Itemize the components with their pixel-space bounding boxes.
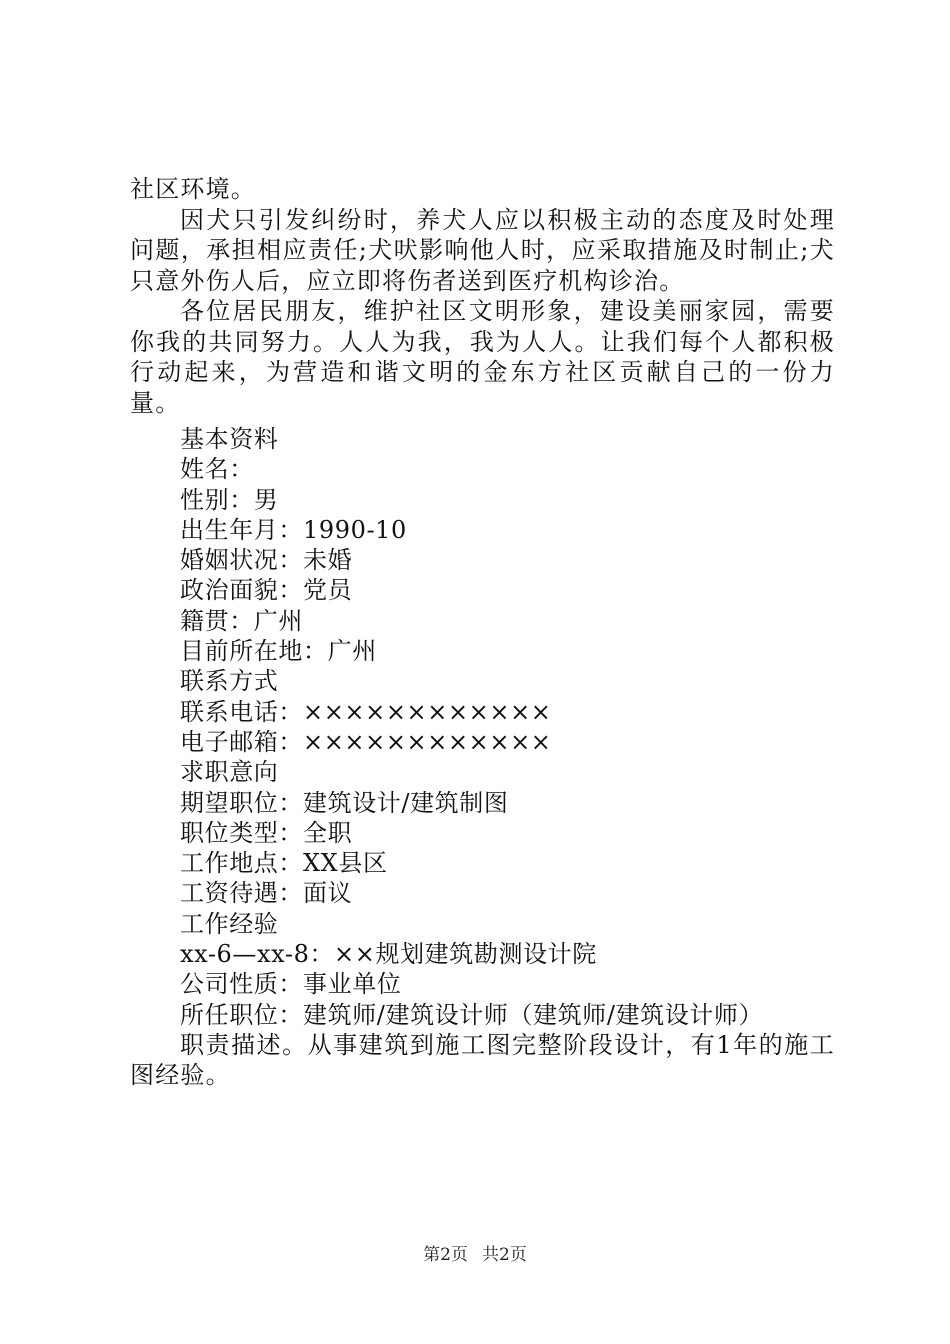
email-field: 电子邮箱：×××××××××××× [180,727,552,756]
duty-description: 职责描述。从事建筑到施工图完整阶段设计，有1年的施工图经验。 [130,1030,835,1090]
work-experience-heading: 工作经验 [180,909,279,938]
company-nature-field: 公司性质：事业单位 [180,970,402,999]
basic-info-heading: 基本资料 [180,425,279,453]
held-position-field: 所任职位：建筑师/建筑设计师（建筑师/建筑设计师） [180,1000,764,1029]
location-field: 目前所在地：广州 [180,637,377,666]
job-intent-heading: 求职意向 [180,758,279,787]
work-place-field: 工作地点：XX县区 [180,849,388,878]
page-footer [0,1244,950,1266]
notice-text [130,174,835,418]
name-field: 姓名： [180,455,254,484]
paragraph-dog-disputes: 因犬只引发纠纷时，养犬人应以积极主动的态度及时处理问题，承担相应责任;犬吠影响他人时，应采取措施及时制止;犬只意外伤人后，应立即将伤者送到医疗机构诊治。 [130,205,835,295]
page-number-total: 共2页 [482,1245,527,1265]
page-number-current: 第2页 [423,1245,468,1265]
experience-period: xx-6—xx-8：××规划建筑勘测设计院 [180,940,597,969]
expected-position-field: 期望职位：建筑设计/建筑制图 [180,788,509,817]
political-field: 政治面貌：党员 [180,576,353,605]
birth-field: 出生年月：1990-10 [180,515,407,544]
phone-field: 联系电话：×××××××××××× [180,697,552,726]
salary-field: 工资待遇：面议 [180,879,353,908]
marital-field: 婚姻状况：未婚 [180,546,353,575]
job-type-field: 职位类型：全职 [180,818,353,847]
gender-field: 性别：男 [180,485,279,514]
resume-section [130,424,835,1091]
paragraph-continuation: 社区环境。 [130,175,256,203]
contact-heading: 联系方式 [180,667,279,696]
paragraph-community-call: 各位居民朋友，维护社区文明形象，建设美丽家园，需要你我的共同努力。人人为我，我为人人。让我们每个人都积极行动起来，为营造和谐文明的金东方社区贡献自己的一份力量。 [130,297,835,417]
native-place-field: 籍贯：广州 [180,606,303,635]
